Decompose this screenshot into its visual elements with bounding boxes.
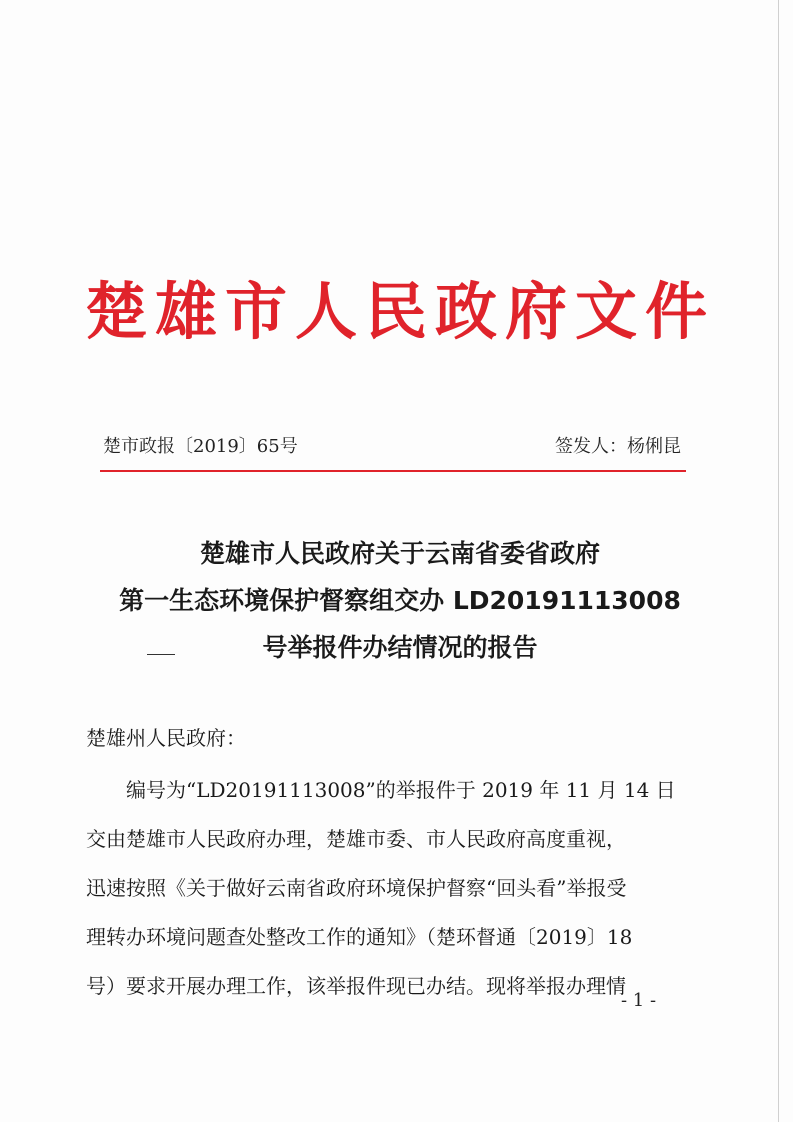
salutation: 楚雄州人民政府： <box>86 726 246 750</box>
document-title-line-3: 号举报件办结情况的报告 <box>262 633 538 662</box>
page-edge-line <box>778 0 779 1122</box>
document-title-line-2: 第一生态环境保护督察组交办 LD20191113008 <box>119 586 681 615</box>
page-number: - 1 - <box>621 990 657 1011</box>
handwritten-dash-mark <box>147 654 175 655</box>
red-separator-line <box>100 470 686 472</box>
body-line-2: 交由楚雄市人民政府办理，楚雄市委、市人民政府高度重视， <box>86 827 626 851</box>
body-line-3: 迅速按照《关于做好云南省政府环境保护督察“回头看”举报受 <box>86 876 627 900</box>
body-line-4: 理转办环境问题查处整改工作的通知》（楚环督通〔2019〕18 <box>86 925 633 949</box>
red-header-title: 楚雄市人民政府文件 <box>84 275 715 348</box>
issuer-signature: 签发人：杨俐昆 <box>555 436 681 457</box>
body-line-1: 编号为“LD20191113008”的举报件于 2019 年 11 月 14 日 <box>126 778 676 802</box>
document-number: 楚市政报〔2019〕65号 <box>103 436 298 457</box>
document-title-line-1: 楚雄市人民政府关于云南省委省政府 <box>199 539 600 568</box>
document-title <box>60 530 740 671</box>
body-line-5: 号）要求开展办理工作，该举报件现已办结。现将举报办理情 <box>86 974 626 998</box>
